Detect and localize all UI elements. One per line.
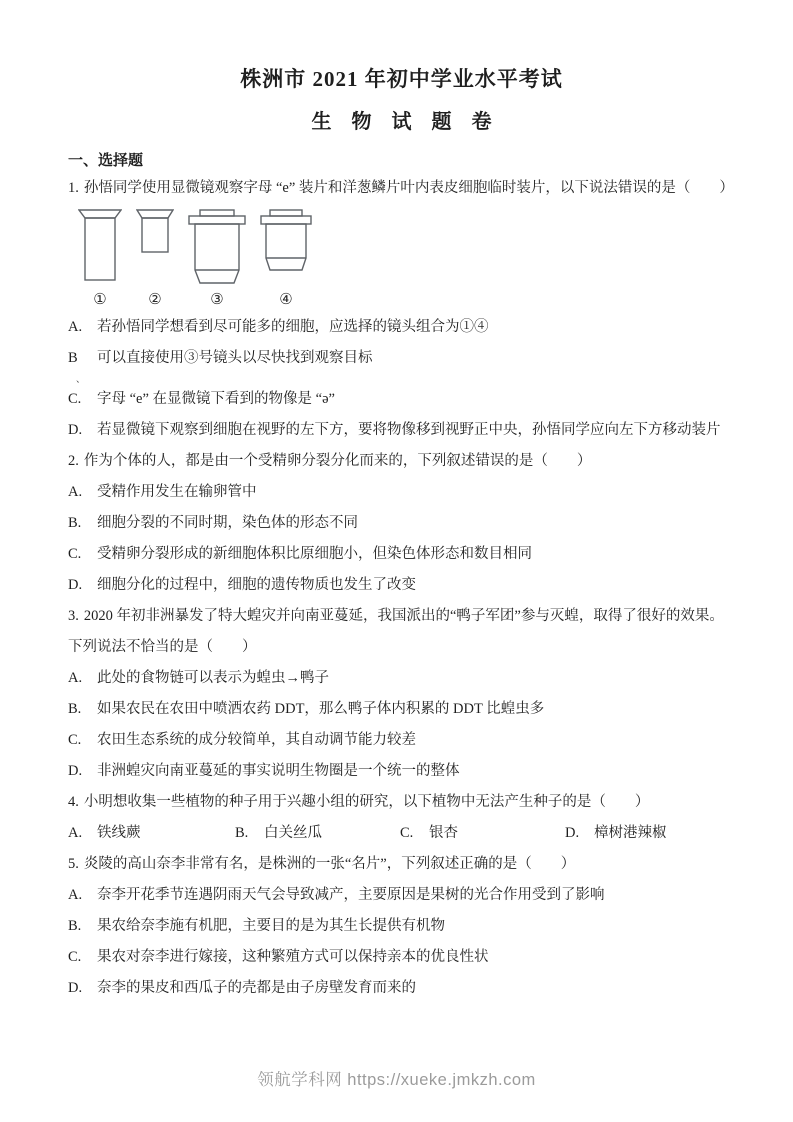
option-label: B. bbox=[68, 701, 82, 717]
option-label: A. bbox=[68, 825, 83, 841]
option-text: 受精卵分裂形成的新细胞体积比原细胞小，但染色体形态和数目相同 bbox=[97, 546, 532, 562]
option-label: A. bbox=[68, 670, 83, 686]
option-text: 樟树港辣椒 bbox=[594, 825, 667, 841]
question-stem bbox=[68, 446, 735, 477]
question-stem bbox=[68, 787, 735, 818]
lens-1 bbox=[78, 209, 122, 309]
option-label: B bbox=[68, 350, 78, 366]
option-label: C. bbox=[68, 949, 82, 965]
option-a bbox=[68, 312, 735, 343]
option-b bbox=[68, 694, 735, 725]
option-c bbox=[68, 942, 735, 973]
option-text: 细胞分裂的不同时期，染色体的形态不同 bbox=[97, 515, 358, 531]
question-stem-text: 小明想收集一些植物的种子用于兴趣小组的研究，以下植物中无法产生种子的是（ ） bbox=[83, 794, 650, 810]
lens-2 bbox=[136, 209, 174, 309]
option-label: D. bbox=[68, 763, 83, 779]
inline-options-row bbox=[68, 818, 735, 849]
option-label: D. bbox=[68, 577, 83, 593]
option-label: C. bbox=[400, 825, 414, 841]
stray-mark: 、 bbox=[76, 374, 86, 384]
lens-label-1: ① bbox=[93, 292, 107, 308]
question-number: 3. bbox=[68, 608, 79, 624]
objective-long-icon bbox=[188, 209, 246, 289]
question-number: 2. bbox=[68, 453, 79, 469]
option-text: 奈李开花季节连遇阴雨天气会导致减产，主要原因是果树的光合作用受到了影响 bbox=[97, 887, 605, 903]
option-text: 果农给奈李施有机肥，主要目的是为其生长提供有机物 bbox=[97, 918, 445, 934]
option-d bbox=[68, 973, 735, 1004]
question-stem bbox=[68, 849, 735, 880]
question-3 bbox=[68, 601, 735, 787]
option-text: 可以直接使用③号镜头以尽快找到观察目标 bbox=[97, 350, 373, 366]
exam-subtitle: 生 物 试 题 卷 bbox=[311, 111, 492, 133]
option-a bbox=[68, 663, 735, 694]
option-a bbox=[68, 477, 735, 508]
question-stem bbox=[68, 173, 735, 204]
option-b bbox=[68, 911, 735, 942]
option-text: 银杏 bbox=[429, 825, 458, 841]
option-label: B. bbox=[235, 825, 249, 841]
question-stem-text: 孙悟同学使用显微镜观察字母 “e” 装片和洋葱鳞片叶内表皮细胞临时装片，以下说法错误的是（ ） bbox=[83, 180, 734, 196]
option-label: A. bbox=[68, 484, 83, 500]
option-c bbox=[68, 384, 735, 415]
lens-label-3: ③ bbox=[210, 292, 224, 308]
question-number: 4. bbox=[68, 794, 79, 810]
question-1 bbox=[68, 173, 735, 446]
option-label: C. bbox=[68, 732, 82, 748]
option-text: 字母 “e” 在显微镜下看到的物像是 “ə” bbox=[97, 391, 335, 407]
objective-short-icon bbox=[260, 209, 312, 289]
option-text: 奈李的果皮和西瓜子的壳都是由子房壁发育而来的 bbox=[97, 980, 416, 996]
lens-figure bbox=[78, 209, 735, 309]
option-b bbox=[68, 508, 735, 539]
option-a bbox=[68, 880, 735, 911]
question-stem-text: 作为个体的人，都是由一个受精卵分裂分化而来的，下列叙述错误的是（ ） bbox=[83, 453, 592, 469]
option-label: C. bbox=[68, 546, 82, 562]
option-label: B. bbox=[68, 515, 82, 531]
lens-3 bbox=[188, 209, 246, 309]
option-text: 白关丝瓜 bbox=[264, 825, 322, 841]
question-stem-text: 炎陵的高山奈李非常有名，是株洲的一张“名片”，下列叙述正确的是（ ） bbox=[83, 856, 576, 872]
option-d bbox=[68, 756, 735, 787]
option-label: A. bbox=[68, 887, 83, 903]
option-b bbox=[235, 818, 400, 849]
option-label: D. bbox=[68, 980, 83, 996]
eyepiece-long-icon bbox=[78, 209, 122, 289]
option-c bbox=[400, 818, 565, 849]
question-stem bbox=[68, 601, 735, 663]
option-a bbox=[68, 818, 235, 849]
option-text: 若孙悟同学想看到尽可能多的细胞，应选择的镜头组合为①④ bbox=[97, 319, 489, 335]
option-label: A. bbox=[68, 319, 83, 335]
option-label: C. bbox=[68, 391, 82, 407]
section-heading-multiple-choice: 一、选择题 bbox=[68, 153, 144, 169]
option-d bbox=[68, 415, 735, 446]
eyepiece-short-icon bbox=[136, 209, 174, 289]
option-d bbox=[565, 818, 667, 849]
option-b bbox=[68, 343, 735, 374]
option-label: D. bbox=[68, 422, 83, 438]
option-text: 受精作用发生在输卵管中 bbox=[97, 484, 257, 500]
question-number: 5. bbox=[68, 856, 79, 872]
option-c bbox=[68, 725, 735, 756]
option-text: 果农对奈李进行嫁接，这种繁殖方式可以保持亲本的优良性状 bbox=[97, 949, 489, 965]
option-text: 农田生态系统的成分较简单，其自动调节能力较差 bbox=[97, 732, 416, 748]
option-label: B. bbox=[68, 918, 82, 934]
lens-label-4: ④ bbox=[279, 292, 293, 308]
lens-label-2: ② bbox=[148, 292, 162, 308]
exam-title: 株洲市 2021 年初中学业水平考试 bbox=[240, 67, 563, 91]
option-text: 铁线蕨 bbox=[97, 825, 141, 841]
option-text: 此处的食物链可以表示为蝗虫→鸭子 bbox=[97, 670, 329, 686]
option-text: 非洲蝗灾向南亚蔓延的事实说明生物圈是一个统一的整体 bbox=[97, 763, 460, 779]
option-label: D. bbox=[565, 825, 580, 841]
option-text: 若显微镜下观察到细胞在视野的左下方，要将物像移到视野正中央，孙悟同学应向左下方移动装片 bbox=[97, 422, 721, 438]
option-d bbox=[68, 570, 735, 601]
watermark-text: 领航学科网 https://xueke.jmkzh.com bbox=[257, 1071, 536, 1089]
question-5 bbox=[68, 849, 735, 1004]
option-text: 如果农民在农田中喷洒农药 DDT，那么鸭子体内积累的 DDT 比蝗虫多 bbox=[97, 701, 545, 717]
question-stem-text: 2020 年初非洲暴发了特大蝗灾并向南亚蔓延，我国派出的“鸭子军团”参与灭蝗，取得了很好的效果。下列说法不恰当的是（ ） bbox=[68, 608, 724, 655]
option-text: 细胞分化的过程中，细胞的遗传物质也发生了改变 bbox=[97, 577, 416, 593]
lens-4 bbox=[260, 209, 312, 309]
question-4 bbox=[68, 787, 735, 849]
question-2 bbox=[68, 446, 735, 601]
option-c bbox=[68, 539, 735, 570]
question-number: 1. bbox=[68, 180, 79, 196]
